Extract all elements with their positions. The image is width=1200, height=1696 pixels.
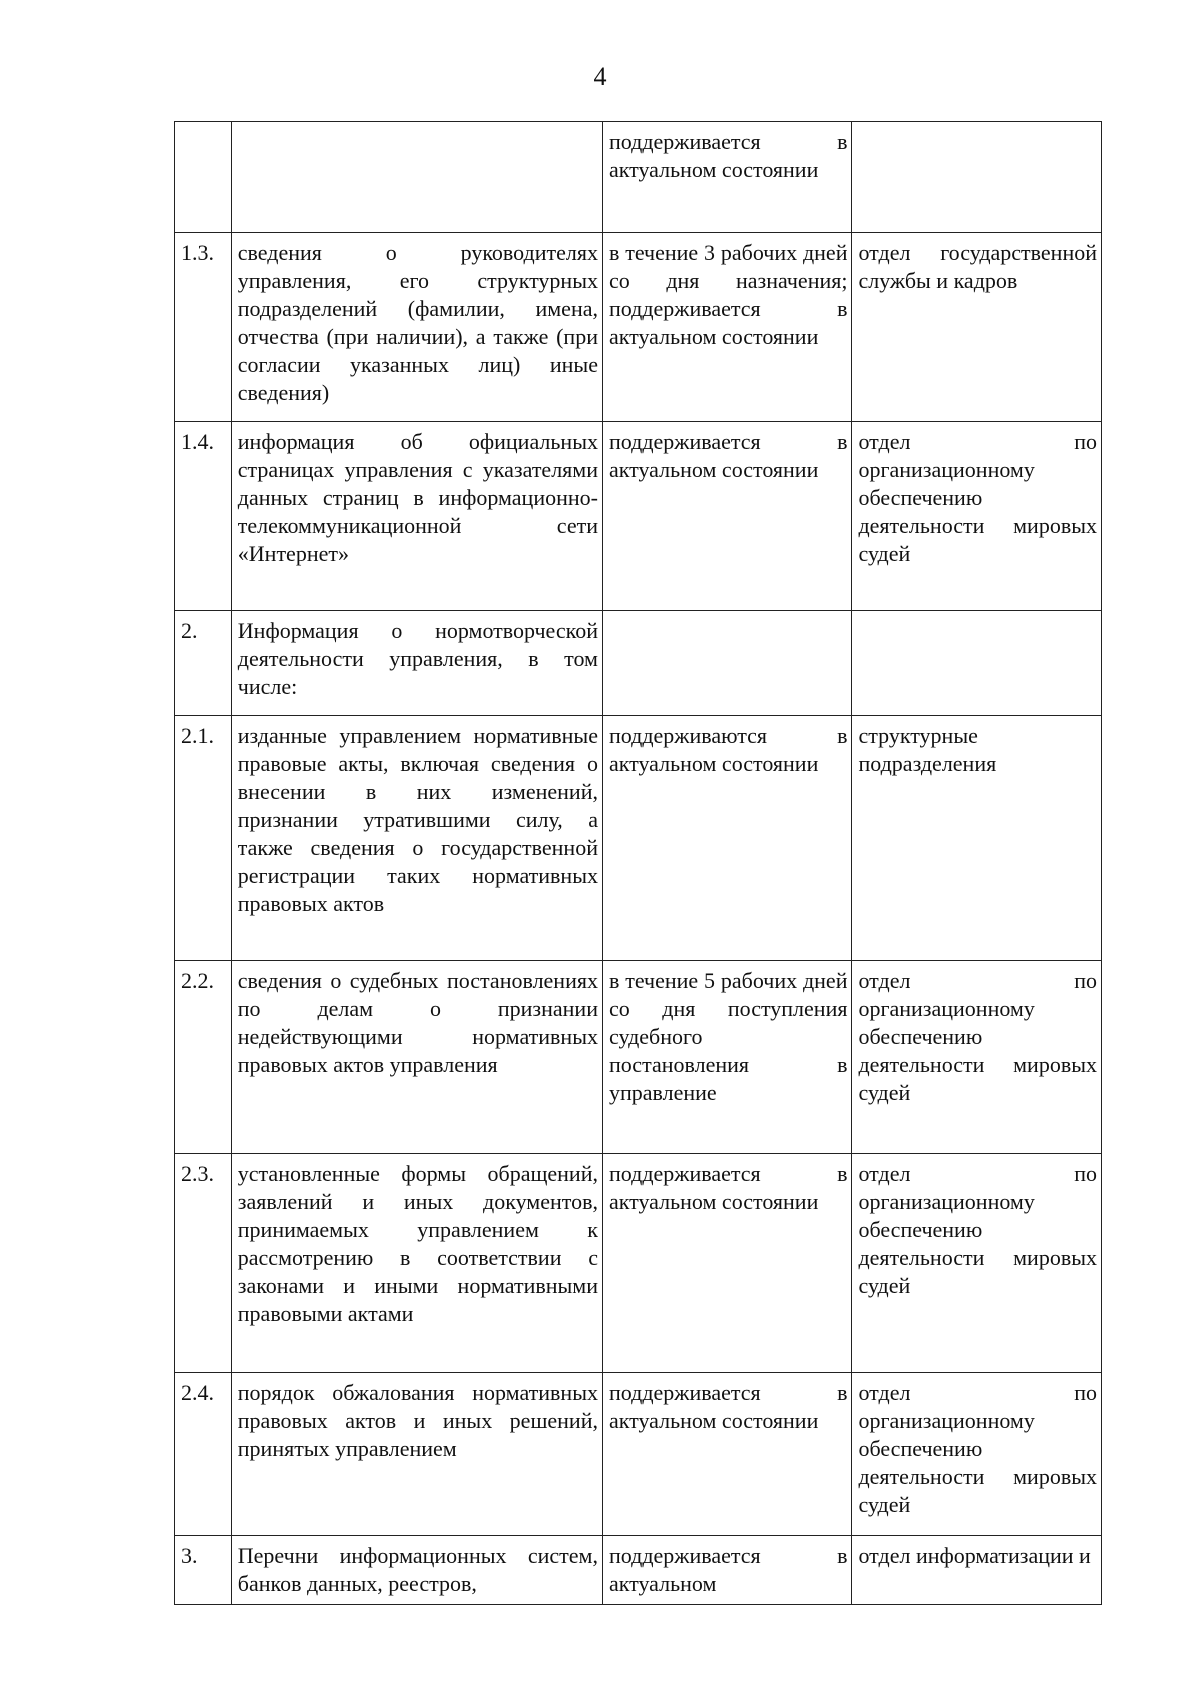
term-cell: в течение 5 рабочих дней со дня поступления судебного постановления в управление xyxy=(602,961,851,1154)
table-row xyxy=(175,122,1102,233)
row-number: 2.1. xyxy=(175,716,232,961)
table-row xyxy=(175,422,1102,611)
info-cell xyxy=(231,122,602,233)
term-cell: поддерживается в актуальном состоянии xyxy=(602,1373,851,1536)
info-cell: изданные управлением нормативные правовые акты, включая сведения о внесении в них изменений, признании утратившими силу, а также сведения о государственной регистрации таких нормативных правовых актов xyxy=(231,716,602,961)
table-row xyxy=(175,611,1102,716)
term-cell: поддерживается в актуальном xyxy=(602,1536,851,1605)
term-cell: поддерживаются в актуальном состоянии xyxy=(602,716,851,961)
row-number: 2.2. xyxy=(175,961,232,1154)
page-number: 4 xyxy=(593,62,607,91)
row-number: 1.4. xyxy=(175,422,232,611)
responsible-cell: отдел по организационному обеспечению деятельности мировых судей xyxy=(852,961,1102,1154)
info-cell: порядок обжалования нормативных правовых актов и иных решений, принятых управлением xyxy=(231,1373,602,1536)
row-number: 3. xyxy=(175,1536,232,1605)
responsible-cell: структурные подразделения xyxy=(852,716,1102,961)
term-cell: поддерживается в актуальном состоянии xyxy=(602,122,851,233)
term-cell xyxy=(602,611,851,716)
table-row xyxy=(175,716,1102,961)
info-cell: Информация о нормотворческой деятельности управления, в том числе: xyxy=(231,611,602,716)
table-row xyxy=(175,233,1102,422)
table-row xyxy=(175,1373,1102,1536)
table-row xyxy=(175,1154,1102,1373)
responsible-cell: отдел по организационному обеспечению деятельности мировых судей xyxy=(852,1154,1102,1373)
info-cell: информация об официальных страницах управления с указателями данных страниц в информационно-телекоммуникационной сети «Интернет» xyxy=(231,422,602,611)
information-table xyxy=(174,121,1102,1605)
responsible-cell: отдел информатизации и xyxy=(852,1536,1102,1605)
info-cell: установленные формы обращений, заявлений и иных документов, принимаемых управлением к рассмотрению в соответствии с законами и иными нормативными правовыми актами xyxy=(231,1154,602,1373)
row-number: 2.4. xyxy=(175,1373,232,1536)
info-cell: сведения о судебных постановлениях по делам о признании недействующими нормативных правовых актов управления xyxy=(231,961,602,1154)
responsible-cell: отдел по организационному обеспечению деятельности мировых судей xyxy=(852,422,1102,611)
row-number: 2. xyxy=(175,611,232,716)
term-cell: поддерживается в актуальном состоянии xyxy=(602,1154,851,1373)
table-row xyxy=(175,1536,1102,1605)
row-number: 1.3. xyxy=(175,233,232,422)
info-cell: сведения о руководителях управления, его структурных подразделений (фамилии, имена, отчества (при наличии), а также (при согласии указанных лиц) иные сведения) xyxy=(231,233,602,422)
responsible-cell: отдел по организационному обеспечению деятельности мировых судей xyxy=(852,1373,1102,1536)
row-number: 2.3. xyxy=(175,1154,232,1373)
row-number xyxy=(175,122,232,233)
term-cell: в течение 3 рабочих дней со дня назначения; поддерживается в актуальном состоянии xyxy=(602,233,851,422)
term-cell: поддерживается в актуальном состоянии xyxy=(602,422,851,611)
info-cell: Перечни информационных систем, банков данных, реестров, xyxy=(231,1536,602,1605)
table-row xyxy=(175,961,1102,1154)
responsible-cell xyxy=(852,122,1102,233)
responsible-cell: отдел государственной службы и кадров xyxy=(852,233,1102,422)
responsible-cell xyxy=(852,611,1102,716)
